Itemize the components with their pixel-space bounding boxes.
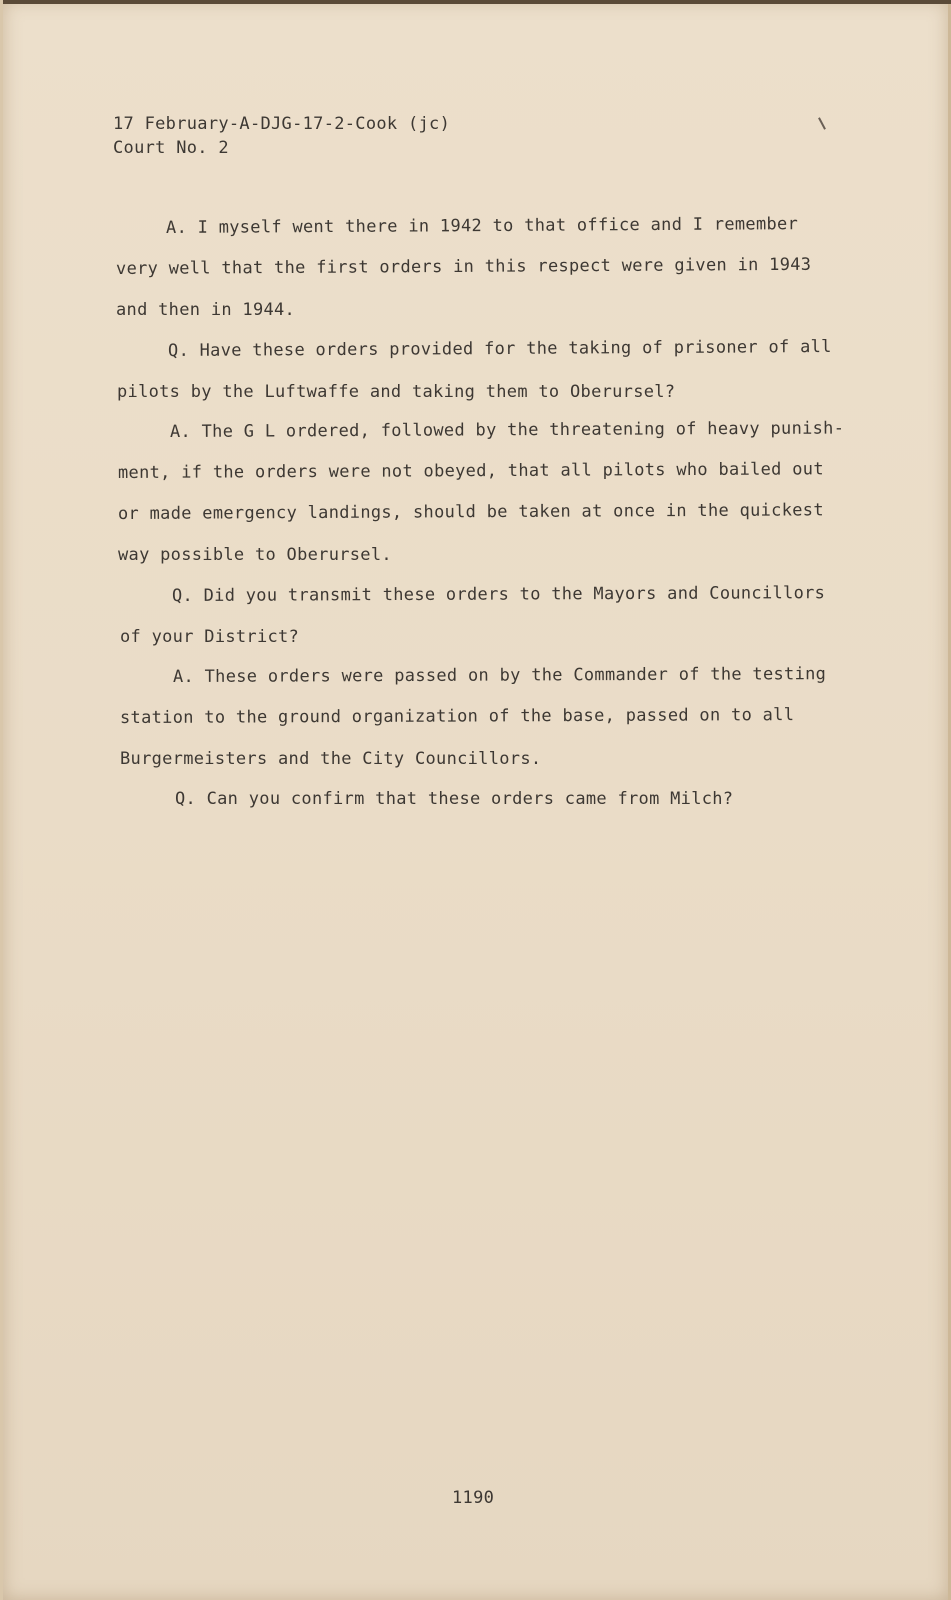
stray-mark: [818, 117, 826, 129]
body-line: Q. Did you transmit these orders to the Mayors and Councillors: [171, 583, 826, 606]
body-line: A. The G L ordered, followed by the threatening of heavy punish-: [169, 418, 845, 442]
body-line: ment, if the orders were not obeyed, that all pilots who bailed out: [117, 459, 824, 483]
body-line: pilots by the Luftwaffe and taking them to Oberursel?: [117, 382, 676, 402]
body-line: very well that the first orders in this respect were given in 1943: [115, 254, 812, 279]
body-line: station to the ground organization of the base, passed on to all: [119, 705, 795, 728]
body-line: Q. Can you confirm that these orders came from Milch?: [175, 789, 734, 809]
body-line: Q. Have these orders provided for the taking of prisoner of all: [167, 336, 832, 361]
header-court: Court No. 2: [113, 138, 229, 158]
body-line: and then in 1944.: [116, 300, 296, 320]
page-top-edge: [3, 0, 951, 4]
body-line: way possible to Oberursel.: [118, 545, 392, 565]
body-line: A. I myself went there in 1942 to that office and I remember: [165, 214, 799, 238]
body-line: Burgermeisters and the City Councillors.: [120, 749, 542, 769]
body-line: A. These orders were passed on by the Commander of the testing: [172, 664, 827, 687]
page-number: 1190: [452, 1488, 495, 1508]
body-line: of your District?: [120, 627, 300, 647]
body-line: or made emergency landings, should be taken at once in the quickest: [117, 500, 824, 524]
header-reference: 17 February-A-DJG-17-2-Cook (jc): [113, 114, 451, 134]
